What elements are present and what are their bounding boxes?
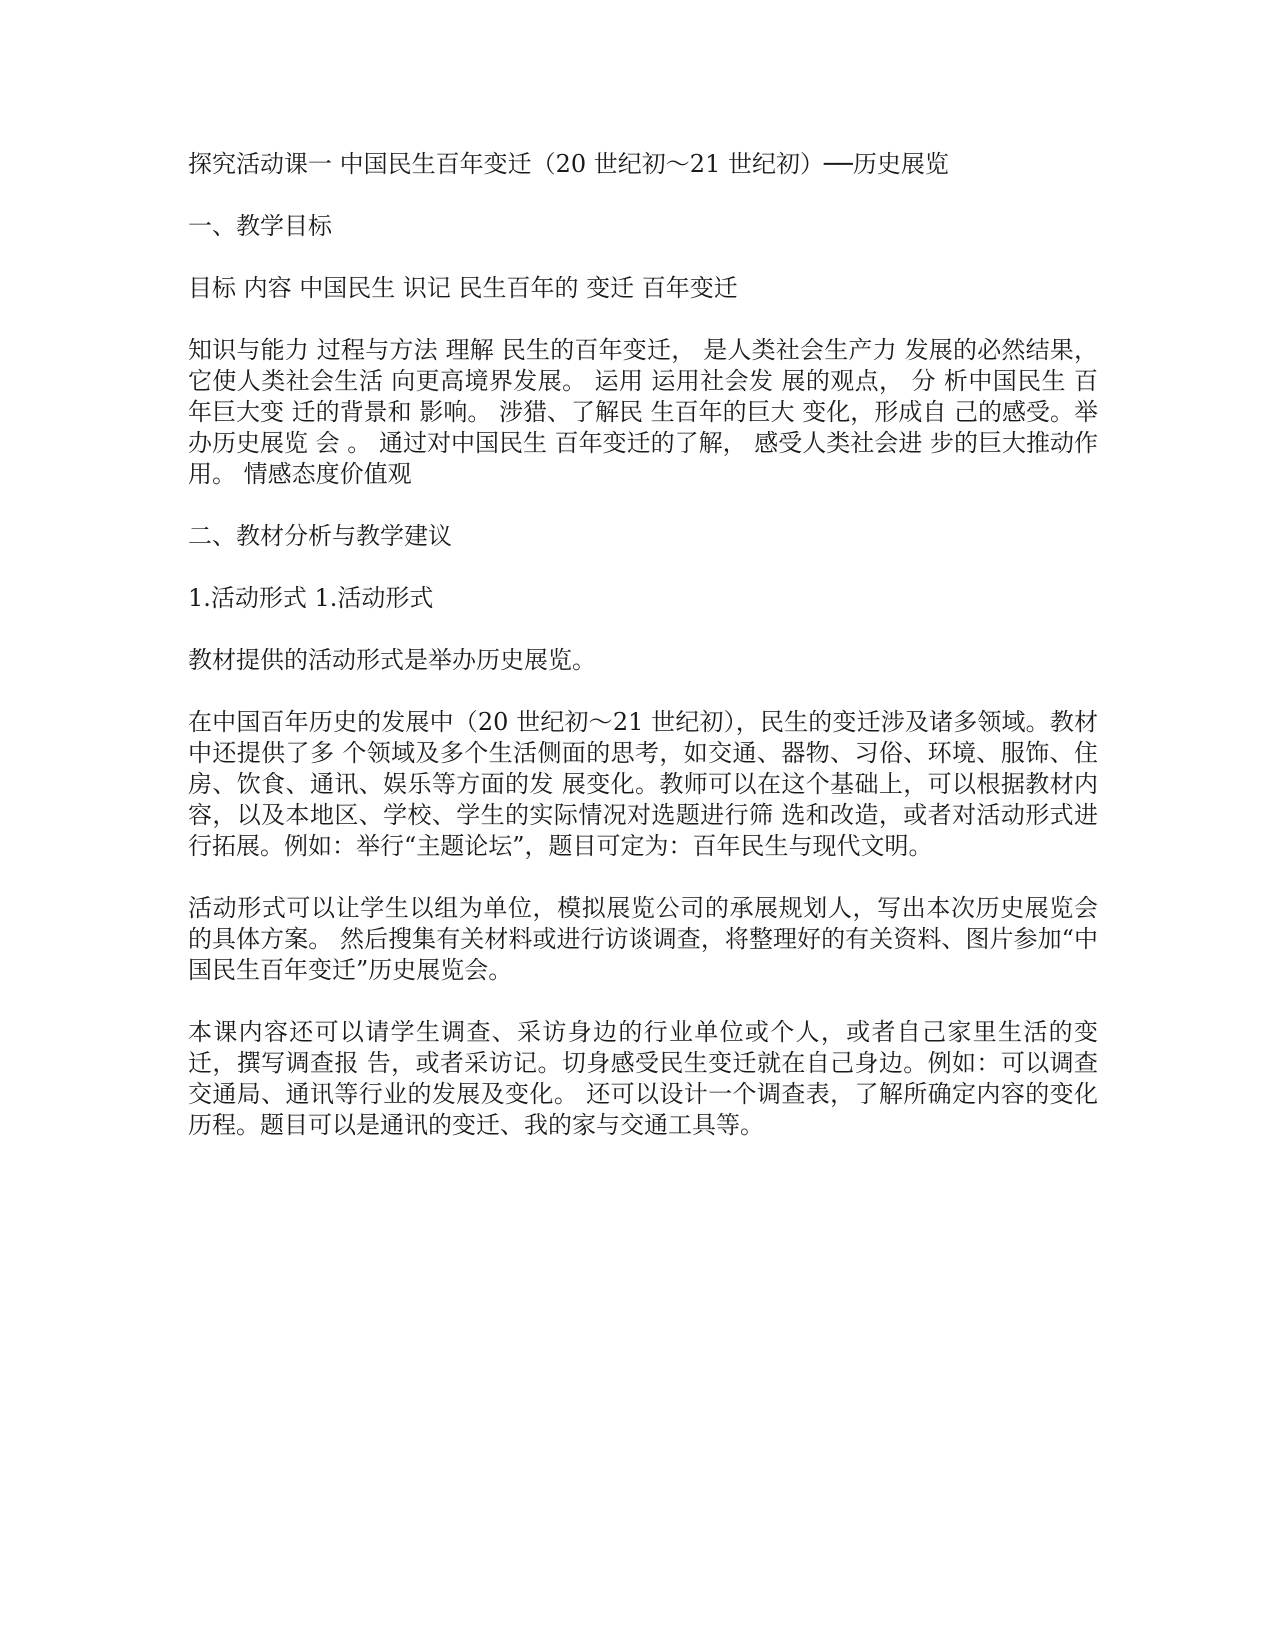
paragraph-development: 在中国百年历史的发展中（20 世纪初～21 世纪初），民生的变迁涉及诸多领域。教材中还提供了多 个领域及多个生活侧面的思考，如交通、器物、习俗、环境、服饰、住房、饮食、通讯、娱乐等方面的发 展变化。教师可以在这个基础上，可以根据教材内容，以及本地区、学校、学生的实际情况对选题进行筛 选和改造，或者对活动形式进行拓展。例如：举行“主题论坛”，题目可定为：百年民生与现代文明。 xyxy=(188,708,1098,860)
objectives-paragraph: 知识与能力 过程与方法 理解 民生的百年变迁， 是人类社会生产力 发展的必然结果， 它使人类社会生活 向更高境界发展。 运用 运用社会发 展的观点， 分 析中国民生 百年巨大变 迁的背景和 影响。 涉猎、了解民 生百年的巨大 变化，形成自 己的感受。举 办历史展览 会 。 通过对中国民生 百年变迁的了解， 感受人类社会进 步的巨大推动作 用。 情感态度价值观 xyxy=(188,336,1098,488)
paragraph-group-activity: 活动形式可以让学生以组为单位，模拟展览公司的承展规划人，写出本次历史展览会的具体方案。 然后搜集有关材料或进行访谈调查，将整理好的有关资料、图片参加“中国民生百年变迁”历史展览会。 xyxy=(188,894,1098,984)
objectives-line: 目标 内容 中国民生 识记 民生百年的 变迁 百年变迁 xyxy=(188,274,738,302)
paragraph-investigation: 本课内容还可以请学生调查、采访身边的行业单位或个人，或者自己家里生活的变迁，撰写调查报 告，或者采访记。切身感受民生变迁就在自己身边。例如：可以调查交通局、通讯等行业的发展及变化。 还可以设计一个调查表，了解所确定内容的变化历程。题目可以是通讯的变迁、我的家与交通工具等。 xyxy=(188,1018,1098,1139)
section-heading-analysis: 二、教材分析与教学建议 xyxy=(188,522,452,550)
section-heading-objectives: 一、教学目标 xyxy=(188,212,332,240)
document-page xyxy=(188,141,1098,1172)
subsection-heading-activity-form: 1.活动形式 1.活动形式 xyxy=(188,584,434,612)
document-title: 探究活动课一 中国民生百年变迁（20 世纪初～21 世纪初）──历史展览 xyxy=(188,150,949,178)
paragraph-activity-form: 教材提供的活动形式是举办历史展览。 xyxy=(188,646,596,674)
